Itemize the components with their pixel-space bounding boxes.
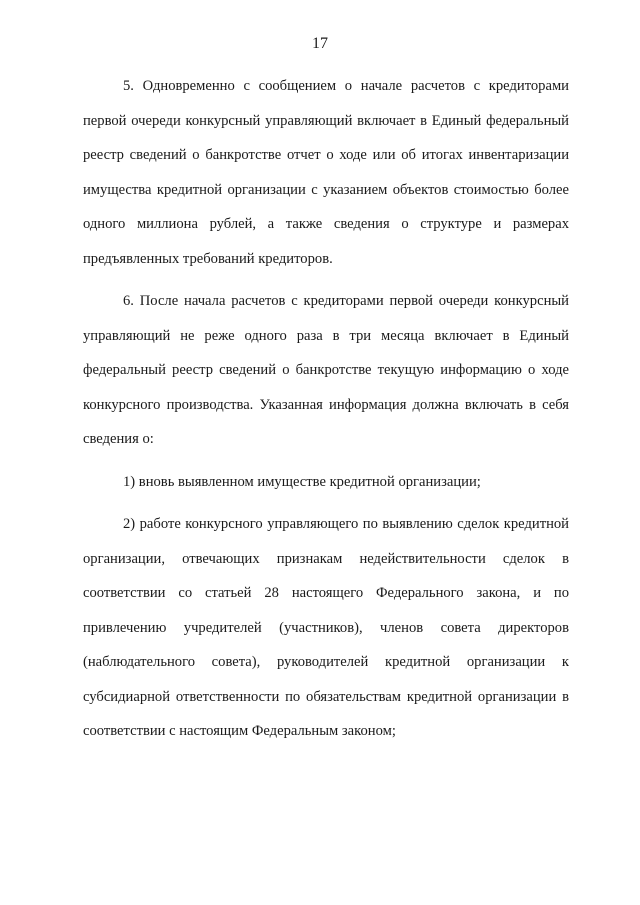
document-body (83, 69, 569, 749)
list-item-1: 1) вновь выявленном имуществе кредитной организации; (123, 473, 481, 490)
paragraph-6: 6. После начала расчетов с кредиторами первой очереди конкурсный управляющий не реже одного раза в три месяца включает в Единый федеральный реестр сведений о банкротстве текущую информацию о ходе конкурсного производства. Указанная информация должна включать в себя сведения о: (83, 293, 569, 447)
list-item-2: 2) работе конкурсного управляющего по выявлению сделок кредитной организации, отвечающих признакам недействительности сделок в соответствии со статьей 28 настоящего Федерального закона, и по привлечению учредителей (участников), членов совета директоров (наблюдательного совета), руководителей кредитной организации к субсидиарной ответственности по обязательствам кредитной организации в соответствии с настоящим Федеральным законом; (83, 516, 569, 739)
page-number: 17 (312, 35, 328, 52)
paragraph-5: 5. Одновременно с сообщением о начале расчетов с кредиторами первой очереди конкурсный управляющий включает в Единый федеральный реестр сведений о банкротстве отчет о ходе или об итогах инвентаризации имущества кредитной организации с указанием объектов стоимостью более одного миллиона рублей, а также сведения о структуре и размерах предъявленных требований кредиторов. (83, 78, 569, 267)
